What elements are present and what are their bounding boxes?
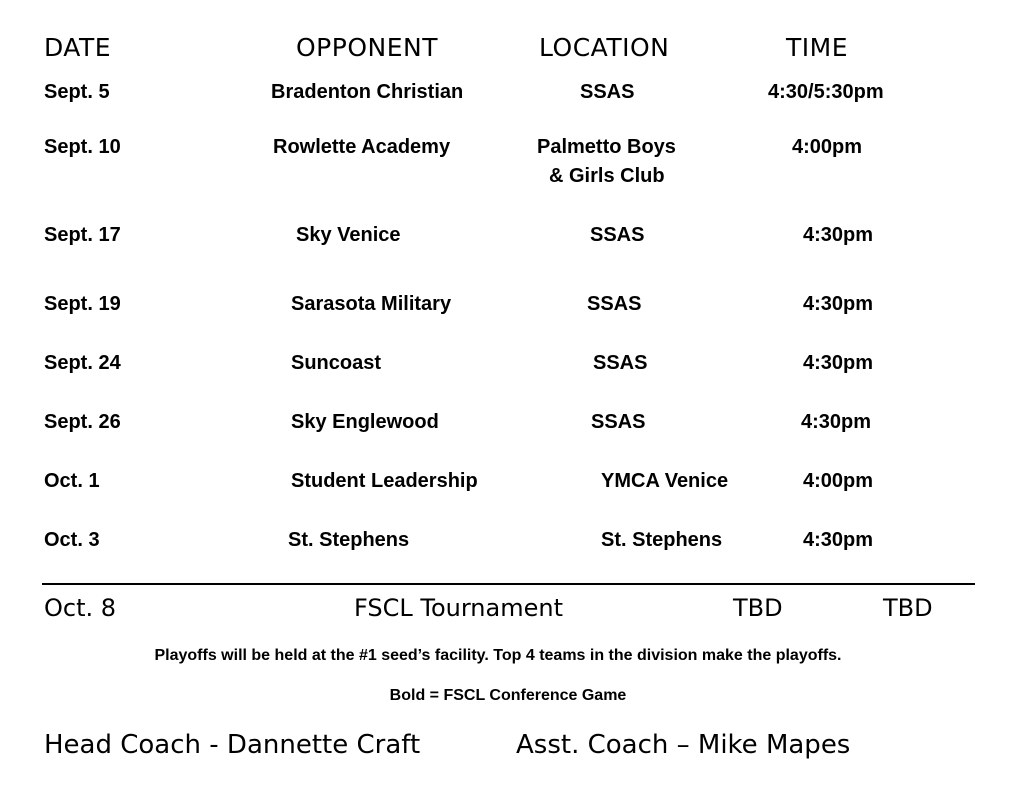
game-time: 4:30pm (803, 224, 874, 246)
game-time: 4:30pm (803, 352, 874, 374)
game-date: Sept. 26 (44, 411, 121, 433)
game-date: Sept. 5 (44, 81, 110, 103)
game-time: 4:30pm (801, 411, 872, 433)
game-date: Sept. 17 (44, 224, 121, 246)
game-opponent: St. Stephens (288, 529, 410, 551)
game-location: YMCA Venice (601, 470, 729, 492)
game-date: Oct. 1 (44, 470, 100, 492)
game-location: Palmetto Boys (537, 136, 676, 158)
game-location: SSAS (580, 81, 635, 103)
game-location: SSAS (587, 293, 642, 315)
game-date: Sept. 19 (44, 293, 121, 315)
header-opponent: OPPONENT (296, 33, 438, 62)
divider-line (42, 583, 975, 585)
game-time: 4:00pm (803, 470, 874, 492)
game-location: SSAS (591, 411, 646, 433)
game-time: 4:00pm (792, 136, 863, 158)
header-time: TIME (786, 33, 849, 62)
playoffs-note: Playoffs will be held at the #1 seed’s facility. Top 4 teams in the division make the playoffs. (154, 647, 842, 664)
game-opponent: Suncoast (291, 352, 382, 374)
game-opponent: Sarasota Military (291, 293, 452, 315)
game-opponent: Student Leadership (291, 470, 478, 492)
game-date: Sept. 10 (44, 136, 121, 158)
game-location: SSAS (593, 352, 648, 374)
game-opponent: Sky Venice (296, 224, 401, 246)
tournament-location: TBD (733, 594, 783, 622)
game-location: SSAS (590, 224, 645, 246)
game-opponent: Bradenton Christian (271, 81, 464, 103)
tournament-name: FSCL Tournament (354, 594, 563, 622)
game-date: Sept. 24 (44, 352, 121, 374)
game-opponent: Rowlette Academy (273, 136, 451, 158)
game-location: St. Stephens (601, 529, 723, 551)
header-date: DATE (44, 33, 112, 62)
tournament-date: Oct. 8 (44, 594, 117, 622)
game-time: 4:30pm (803, 293, 874, 315)
header-location: LOCATION (539, 33, 670, 62)
game-location-line2: & Girls Club (549, 165, 665, 187)
conference-game-key: Bold = FSCL Conference Game (389, 687, 627, 704)
head-coach: Head Coach - Dannette Craft (44, 730, 421, 760)
game-opponent: Sky Englewood (291, 411, 439, 433)
assistant-coach: Asst. Coach – Mike Mapes (516, 730, 851, 760)
game-date: Oct. 3 (44, 529, 100, 551)
game-time: 4:30pm (803, 529, 874, 551)
tournament-time: TBD (883, 594, 933, 622)
game-time: 4:30/5:30pm (768, 81, 884, 103)
